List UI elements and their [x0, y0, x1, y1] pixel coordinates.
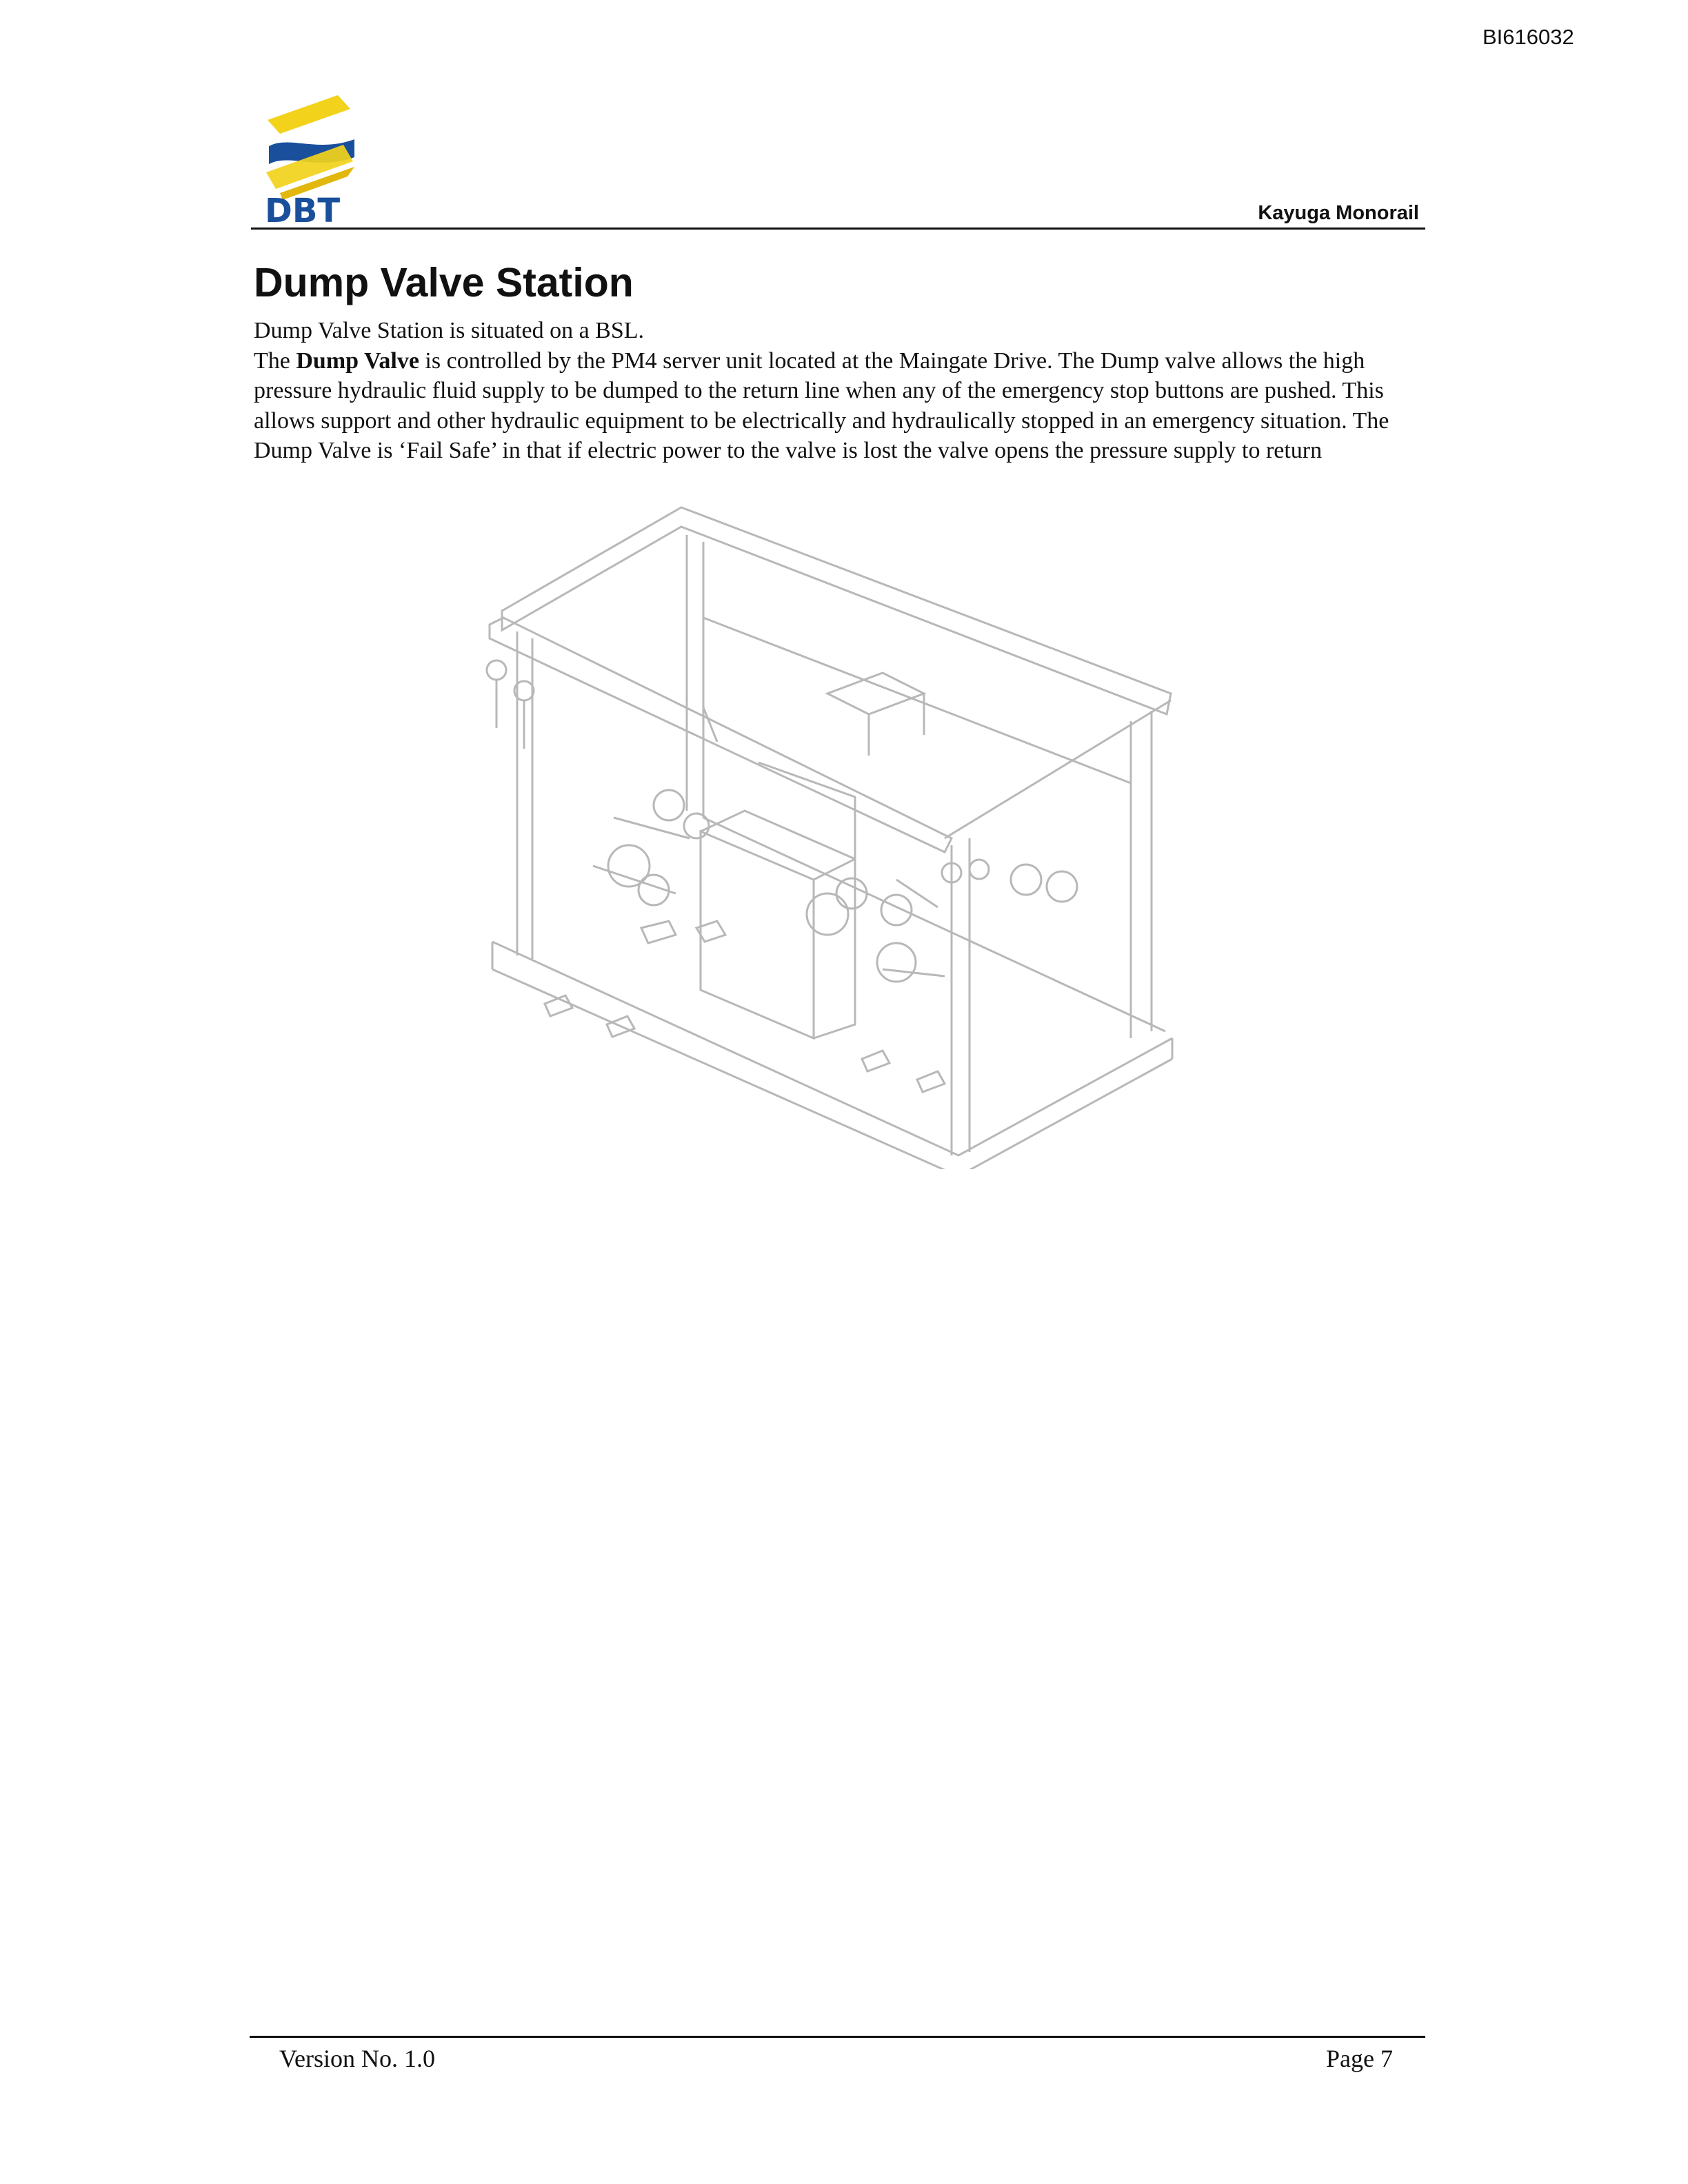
footer-divider	[250, 2036, 1425, 2038]
description-paragraph	[254, 346, 1437, 466]
section-title: Dump Valve Station	[254, 260, 634, 305]
header-divider	[251, 228, 1425, 230]
intro-paragraph: Dump Valve Station is situated on a BSL.	[254, 318, 645, 343]
version-number: Version No. 1.0	[279, 2045, 435, 2072]
document-id: BI616032	[1483, 25, 1574, 49]
dump-valve-term: Dump Valve	[296, 347, 419, 374]
dbt-logo	[262, 90, 359, 225]
dump-valve-station-drawing	[469, 494, 1186, 1169]
section-body	[254, 316, 1437, 466]
description-start: The	[254, 347, 297, 374]
logo-text: DBT	[265, 192, 341, 225]
page-number: Page 7	[1326, 2045, 1393, 2072]
project-name: Kayuga Monorail	[1258, 202, 1419, 224]
description-rest: is controlled by the PM4 server unit located at the Maingate Drive. The Dump valve allows the high pressure hydraulic fluid supply to be dumped to the return line when any of the emergency stop buttons are pushed. This allows support and other hydraulic equipment to be electrically and hydraulically stopped in an emergency situation. The Dump Valve is ‘Fail Safe’ in that if electric power to the valve is lost the valve opens the pressure supply to return	[254, 347, 1389, 464]
